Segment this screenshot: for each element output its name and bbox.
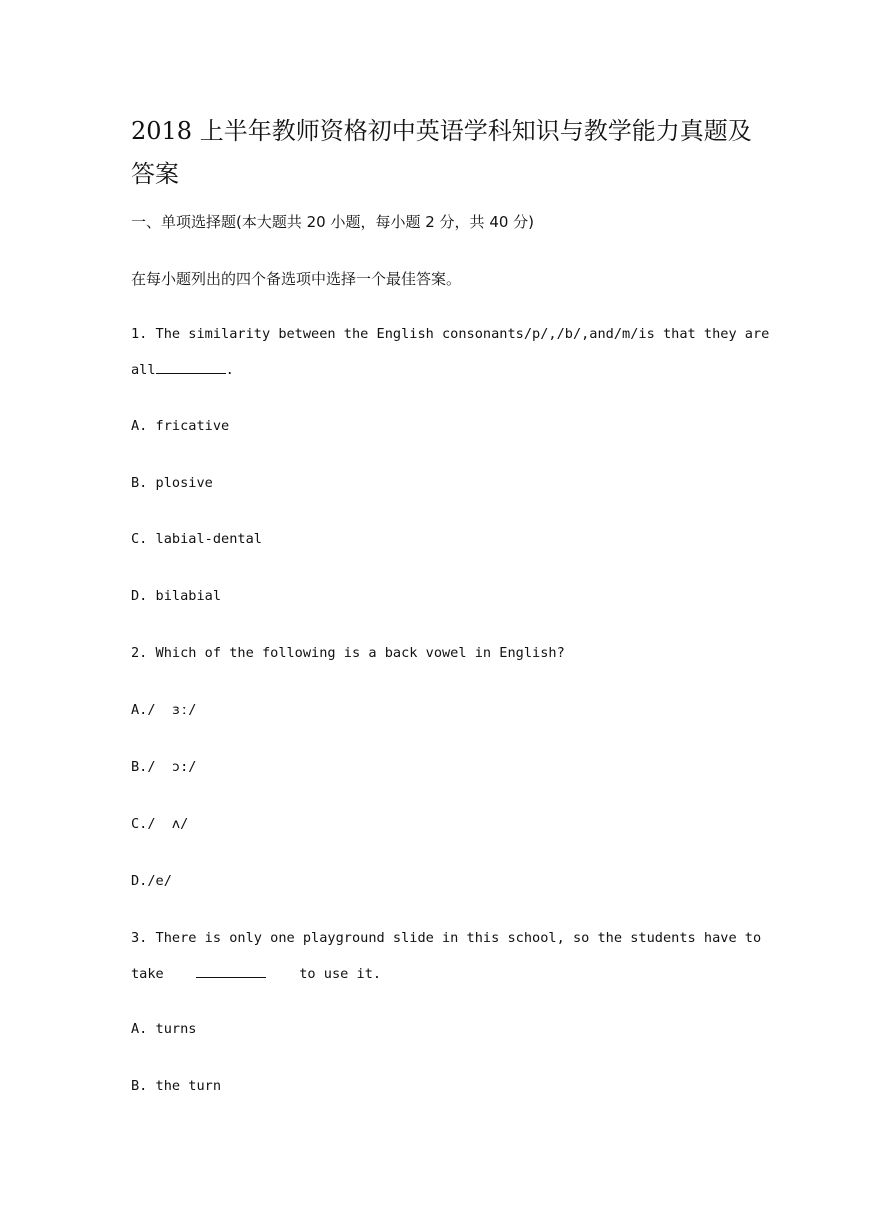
instruction-text: 在每小题列出的四个备选项中选择一个最佳答案。 <box>131 270 462 288</box>
question-2-option-a: A./ ɜː/ <box>131 702 197 718</box>
answer-blank <box>196 965 266 978</box>
question-3-option-b: B. the turn <box>131 1078 222 1094</box>
question-1-option-b: B. plosive <box>131 475 213 491</box>
answer-blank <box>156 361 226 374</box>
question-3-stem: 3. There is only one playground slide in this school, so the students have to <box>131 930 762 946</box>
question-1-option-d: D. bilabial <box>131 588 222 604</box>
question-2-option-c: C./ ʌ/ <box>131 816 189 832</box>
question-2-option-b: B./ ɔ:/ <box>131 759 197 775</box>
question-3-option-a: A. turns <box>131 1021 197 1037</box>
question-1-stem-cont: all . <box>131 362 234 378</box>
question-3-stem-cont: take to use it. <box>131 966 382 982</box>
document-title: 2018 上半年教师资格初中英语学科知识与教学能力真题及答案 <box>131 117 752 188</box>
question-1-option-a: A. fricative <box>131 418 230 434</box>
question-2-stem: 2. Which of the following is a back vowel in English? <box>131 645 565 661</box>
section-heading: 一、单项选择题(本大题共 20 小题，每小题 2 分，共 40 分) <box>131 213 535 231</box>
question-1-option-c: C. labial-dental <box>131 531 262 547</box>
question-1-stem: 1. The similarity between the English consonants/p/,/b/,and/m/is that they are <box>131 326 770 342</box>
question-2-option-d: D./e/ <box>131 873 172 889</box>
